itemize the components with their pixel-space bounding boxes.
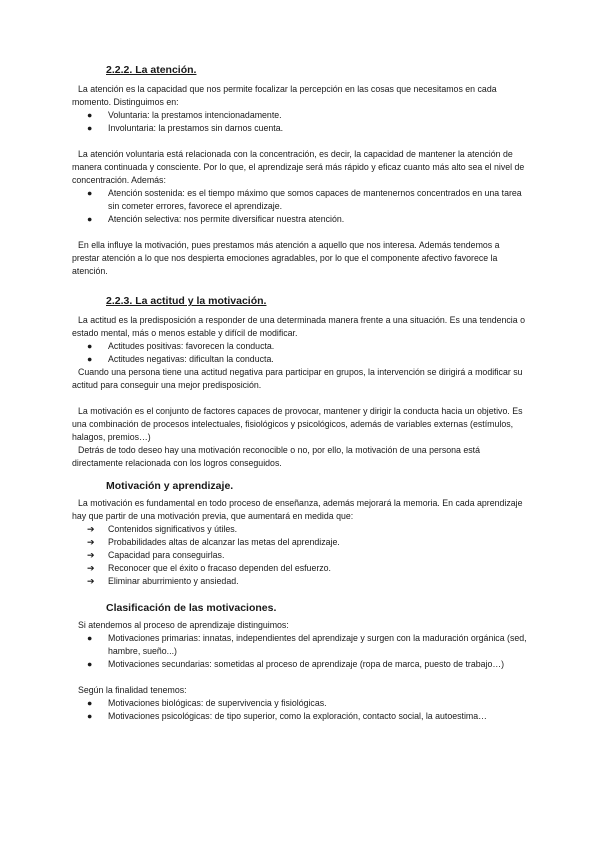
list-item <box>72 575 528 588</box>
list-item-text: Probabilidades altas de alcanzar las metas del aprendizaje. <box>108 537 340 547</box>
bullet-icon: ● <box>87 123 93 133</box>
list-item <box>72 340 528 353</box>
list-item <box>72 632 528 658</box>
bullet-icon: ● <box>87 633 93 643</box>
paragraph: Según la finalidad tenemos: <box>78 685 187 695</box>
list-item <box>72 658 528 671</box>
section-clasificacion-motivaciones <box>72 601 528 723</box>
list-item-text: Atención sostenida: es el tiempo máximo que somos capaces de mantenernos concentrados en una tarea sin cometer errores, favorece el aprendizaje. <box>108 188 522 211</box>
list-item-text: Motivaciones primarias: innatas, independientes del aprendizaje y surgen con la maduración orgánica (sed, hambre, sueño...) <box>108 633 527 656</box>
paragraph: Si atendemos al proceso de aprendizaje distinguimos: <box>78 620 289 630</box>
subsection-heading: Clasificación de las motivaciones. <box>106 602 277 614</box>
section-motivacion-aprendizaje <box>72 479 528 588</box>
paragraph: La atención voluntaria está relacionada con la concentración, es decir, la capacidad de mantener la atención de manera continuada y consciente. Por lo que, el aprendizaje será más rápido y eficaz cuanto más alto sea el nivel de concentración. Además: <box>72 149 525 185</box>
bullet-icon: ● <box>87 698 93 708</box>
bullet-list <box>72 697 528 723</box>
list-item-text: Motivaciones psicológicas: de tipo superior, como la exploración, contacto social, la autoestima… <box>108 711 487 721</box>
arrow-list <box>72 523 528 588</box>
section-heading: 2.2.2. La atención. <box>106 64 197 76</box>
bullet-list <box>72 109 528 135</box>
list-item <box>72 562 528 575</box>
section-atencion <box>72 63 528 278</box>
paragraph: La motivación es el conjunto de factores capaces de provocar, mantener y dirigir la conducta hacia un objetivo. Es una combinación de procesos intelectuales, fisiológicos y psicológicos, además de variables externas (estímulos, halagos, premios…) <box>72 406 523 442</box>
list-item <box>72 187 528 213</box>
arrow-right-icon: ➔ <box>87 524 95 534</box>
bullet-list <box>72 340 528 366</box>
arrow-right-icon: ➔ <box>87 563 95 573</box>
list-item <box>72 122 528 135</box>
paragraph: Cuando una persona tiene una actitud negativa para participar en grupos, la intervención se dirigirá a modificar su actitud para conseguir una mejor predisposición. <box>72 367 523 390</box>
bullet-icon: ● <box>87 341 93 351</box>
list-item-text: Eliminar aburrimiento y ansiedad. <box>108 576 239 586</box>
arrow-right-icon: ➔ <box>87 576 95 586</box>
list-item-text: Actitudes negativas: dificultan la conducta. <box>108 354 274 364</box>
subsection-heading: Motivación y aprendizaje. <box>106 480 234 492</box>
list-item <box>72 710 528 723</box>
paragraph: En ella influye la motivación, pues prestamos más atención a aquello que nos interesa. Además tendemos a prestar atención a lo que nos despierta emociones agradables, por lo que el componente afectivo favorece la atención. <box>72 240 500 276</box>
list-item-text: Contenidos significativos y útiles. <box>108 524 238 534</box>
list-item <box>72 523 528 536</box>
paragraph: La motivación es fundamental en todo proceso de enseñanza, además mejorará la memoria. En cada aprendizaje hay que partir de una motivación previa, que aumentará en medida que: <box>72 498 523 521</box>
arrow-right-icon: ➔ <box>87 550 95 560</box>
list-item <box>72 536 528 549</box>
list-item-text: Voluntaria: la prestamos intencionadamente. <box>108 110 282 120</box>
arrow-right-icon: ➔ <box>87 537 95 547</box>
list-item <box>72 353 528 366</box>
bullet-icon: ● <box>87 214 93 224</box>
list-item <box>72 213 528 226</box>
list-item-text: Motivaciones biológicas: de supervivencia y fisiológicas. <box>108 698 327 708</box>
list-item <box>72 549 528 562</box>
list-item-text: Capacidad para conseguirlas. <box>108 550 225 560</box>
bullet-icon: ● <box>87 711 93 721</box>
bullet-icon: ● <box>87 659 93 669</box>
paragraph: Detrás de todo deseo hay una motivación reconocible o no, por ello, la motivación de una persona está directamente relacionada con los logros conseguidos. <box>72 445 480 468</box>
list-item <box>72 697 528 710</box>
section-heading: 2.2.3. La actitud y la motivación. <box>106 295 267 307</box>
list-item-text: Reconocer que el éxito o fracaso dependen del esfuerzo. <box>108 563 332 573</box>
list-item-text: Actitudes positivas: favorecen la conducta. <box>108 341 275 351</box>
list-item <box>72 109 528 122</box>
bullet-icon: ● <box>87 188 93 198</box>
bullet-icon: ● <box>87 110 93 120</box>
paragraph: La atención es la capacidad que nos permite focalizar la percepción en las cosas que necesitamos en cada momento. Distinguimos en: <box>72 84 497 107</box>
list-item-text: Atención selectiva: nos permite diversificar nuestra atención. <box>108 214 345 224</box>
bullet-icon: ● <box>87 354 93 364</box>
paragraph: La actitud es la predisposición a responder de una determinada manera frente a una situación. Es una tendencia o estado mental, más o menos estable y difícil de modificar. <box>72 315 525 338</box>
list-item-text: Motivaciones secundarias: sometidas al proceso de aprendizaje (ropa de marca, puesto de trabajo…) <box>108 659 505 669</box>
list-item-text: Involuntaria: la prestamos sin darnos cuenta. <box>108 123 284 133</box>
bullet-list <box>72 187 528 226</box>
section-actitud-motivacion <box>72 294 528 470</box>
bullet-list <box>72 632 528 671</box>
